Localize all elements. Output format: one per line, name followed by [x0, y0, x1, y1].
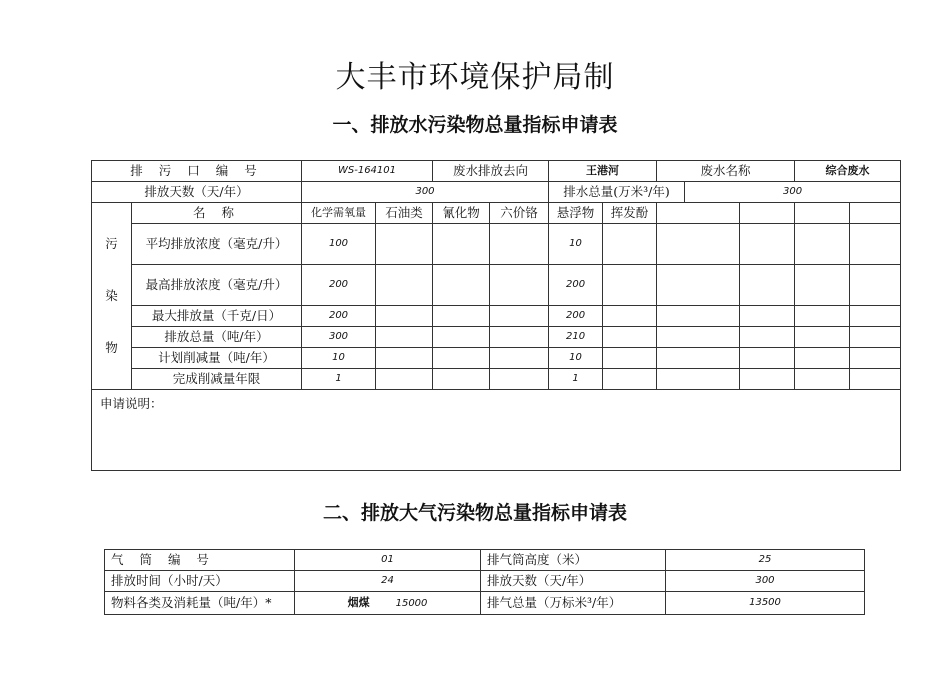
ss-value: 200 — [549, 306, 603, 327]
days-label: 排放天数（天/年） — [92, 182, 302, 203]
pollutant-group-label — [92, 203, 132, 390]
material-value — [295, 592, 481, 615]
page-title: 大丰市环境保护局制 — [335, 60, 615, 95]
air-pollutant-table — [104, 549, 865, 615]
row-label: 最高排放浓度（毫克/升） — [132, 265, 302, 306]
cod-value: 200 — [302, 306, 376, 327]
cod-value: 200 — [302, 265, 376, 306]
pollutant-char: 染 — [105, 288, 118, 303]
pollutant-char: 污 — [105, 236, 118, 251]
total-value: 300 — [685, 182, 901, 203]
direction-value: 王港河 — [549, 161, 657, 182]
wastewater-name-value: 综合废水 — [795, 161, 901, 182]
stack-value: 01 — [295, 550, 481, 571]
cod-value: 300 — [302, 327, 376, 348]
material-name: 烟煤 — [347, 596, 370, 609]
height-value: 25 — [666, 550, 865, 571]
ss-value: 10 — [549, 348, 603, 369]
pollutant-char: 物 — [105, 340, 118, 355]
stack-label: 气 筒 编 号 — [105, 550, 295, 571]
col-header: 石油类 — [376, 203, 433, 224]
cod-value: 100 — [302, 224, 376, 265]
air-table-title: 二、排放大气污染物总量指标申请表 — [322, 502, 627, 524]
cod-value: 10 — [302, 348, 376, 369]
gas-total-value: 13500 — [666, 592, 865, 615]
material-amount: 15000 — [395, 598, 428, 609]
col-header: 悬浮物 — [549, 203, 603, 224]
name-header: 名 称 — [132, 203, 302, 224]
days-value: 300 — [302, 182, 549, 203]
water-pollutant-table — [91, 160, 901, 471]
row-label: 计划削减量（吨/年） — [132, 348, 302, 369]
air-days-value: 300 — [666, 571, 865, 592]
ss-value: 10 — [549, 224, 603, 265]
application-note — [92, 390, 901, 471]
wastewater-name-label: 废水名称 — [657, 161, 795, 182]
row-label: 平均排放浓度（毫克/升） — [132, 224, 302, 265]
material-label: 物料各类及消耗量（吨/年）* — [105, 592, 295, 615]
hours-label: 排放时间（小时/天） — [105, 571, 295, 592]
hours-value: 24 — [295, 571, 481, 592]
ss-value: 210 — [549, 327, 603, 348]
col-header: 氰化物 — [433, 203, 490, 224]
water-table-title: 一、排放水污染物总量指标申请表 — [332, 114, 618, 136]
col-header: 化学需氧量 — [302, 203, 376, 224]
ss-value: 200 — [549, 265, 603, 306]
direction-label: 废水排放去向 — [433, 161, 549, 182]
height-label: 排气筒高度（米） — [481, 550, 666, 571]
row-label: 完成削减量年限 — [132, 369, 302, 390]
col-header: 六价铬 — [490, 203, 549, 224]
outlet-label: 排 污 口 编 号 — [92, 161, 302, 182]
total-label: 排水总量(万米³/年) — [549, 182, 685, 203]
outlet-value: WS-164101 — [302, 161, 433, 182]
ss-value: 1 — [549, 369, 603, 390]
row-label: 排放总量（吨/年） — [132, 327, 302, 348]
gas-total-label: 排气总量（万标米³/年） — [481, 592, 666, 615]
col-header: 挥发酚 — [603, 203, 657, 224]
cod-value: 1 — [302, 369, 376, 390]
note-label: 申请说明： — [100, 396, 163, 411]
air-days-label: 排放天数（天/年） — [481, 571, 666, 592]
row-label: 最大排放量（千克/日） — [132, 306, 302, 327]
